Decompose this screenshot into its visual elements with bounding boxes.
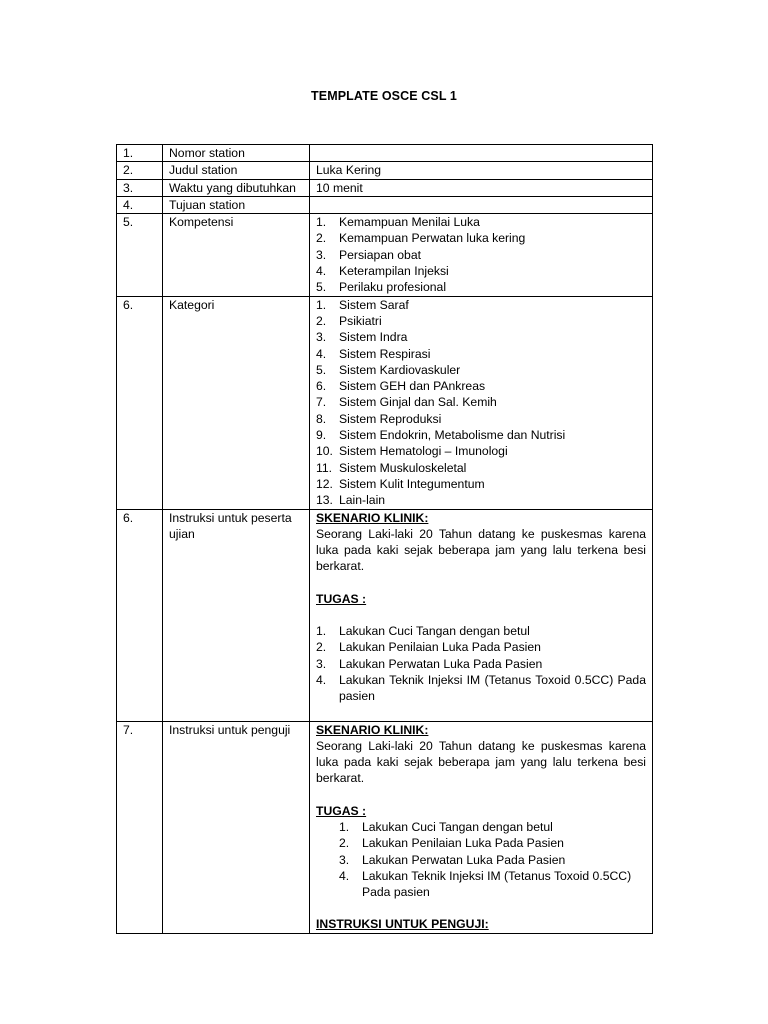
- list-item: [316, 672, 646, 705]
- list-item-number: 8.: [316, 411, 327, 426]
- list-item-text: Psikiatri: [339, 313, 382, 328]
- list-item: [316, 346, 646, 362]
- row-label: Judul station: [163, 162, 310, 179]
- list-item-number: 5.: [316, 362, 327, 377]
- row-number: 6.: [117, 509, 163, 721]
- category-list: [316, 297, 646, 509]
- list-item-number: 1.: [316, 624, 327, 639]
- list-item: [316, 329, 646, 345]
- row-label: Tujuan station: [163, 196, 310, 213]
- list-item: [316, 230, 646, 246]
- list-item: [316, 394, 646, 410]
- list-item-text: Sistem Endokrin, Metabolisme dan Nutrisi: [339, 428, 566, 443]
- list-item-number: 3.: [316, 656, 327, 671]
- tasks-heading: TUGAS :: [316, 591, 367, 606]
- list-item-text: Sistem Ginjal dan Sal. Kemih: [339, 395, 497, 410]
- list-item: [316, 247, 646, 263]
- row-label: Waktu yang dibutuhkan: [163, 179, 310, 196]
- list-item: [316, 411, 646, 427]
- list-item-text: Lakukan Penilaian Luka Pada Pasien: [362, 836, 564, 851]
- list-item: [316, 362, 646, 378]
- list-item-number: 4.: [316, 672, 327, 687]
- table-row: [117, 721, 653, 933]
- list-item-text: Sistem Kardiovaskuler: [339, 362, 461, 377]
- table-row: [117, 162, 653, 179]
- list-item: [339, 868, 646, 901]
- table-row: [117, 196, 653, 213]
- row-number: 3.: [117, 179, 163, 196]
- list-item-number: 1.: [316, 215, 327, 230]
- list-item-number: 4.: [316, 346, 327, 361]
- list-item: [316, 263, 646, 279]
- list-item-number: 10.: [316, 444, 333, 459]
- list-item-number: 1.: [316, 297, 327, 312]
- list-item-number: 2.: [316, 231, 327, 246]
- row-label: Kategori: [163, 296, 310, 509]
- list-item-number: 4.: [339, 868, 350, 883]
- table-row: [117, 214, 653, 296]
- list-item-number: 5.: [316, 280, 327, 295]
- list-item-text: Sistem Indra: [339, 330, 408, 345]
- list-item: [316, 492, 646, 508]
- list-item: [316, 476, 646, 492]
- list-item-text: Sistem Hematologi – Imunologi: [339, 444, 508, 459]
- row-value: [310, 296, 653, 509]
- list-item-text: Keterampilan Injeksi: [339, 264, 449, 279]
- scenario-heading: SKENARIO KLINIK:: [316, 722, 429, 737]
- list-item: [316, 443, 646, 459]
- list-item-number: 1.: [339, 819, 350, 834]
- list-item-text: Kemampuan Menilai Luka: [339, 215, 480, 230]
- row-number: 1.: [117, 145, 163, 162]
- list-item-number: 12.: [316, 476, 333, 491]
- list-item-text: Sistem GEH dan PAnkreas: [339, 379, 486, 394]
- table-row: [117, 296, 653, 509]
- list-item-text: Sistem Kulit Integumentum: [339, 476, 485, 491]
- list-item-number: 13.: [316, 493, 333, 508]
- list-item-number: 7.: [316, 395, 327, 410]
- row-number: 2.: [117, 162, 163, 179]
- row-number: 5.: [117, 214, 163, 296]
- list-item-text: Lakukan Teknik Injeksi IM (Tetanus Toxoid 0.5CC) Pada pasien: [339, 672, 646, 704]
- row-label: Instruksi untuk peserta ujian: [163, 509, 310, 721]
- row-number: 7.: [117, 721, 163, 933]
- list-item: [316, 313, 646, 329]
- list-item-text: Kemampuan Perwatan luka kering: [339, 231, 526, 246]
- list-item-text: Sistem Respirasi: [339, 346, 431, 361]
- list-item-text: Lakukan Cuci Tangan dengan betul: [362, 819, 553, 834]
- list-item: [316, 378, 646, 394]
- scenario-heading: SKENARIO KLINIK:: [316, 510, 429, 525]
- list-item-number: 3.: [316, 247, 327, 262]
- row-number: 6.: [117, 296, 163, 509]
- row-label: Instruksi untuk penguji: [163, 721, 310, 933]
- list-item-text: Persiapan obat: [339, 247, 421, 262]
- list-item: [316, 297, 646, 313]
- list-item-number: 11.: [316, 460, 333, 475]
- osce-table: [116, 144, 653, 934]
- tasks-heading: TUGAS :: [316, 803, 367, 818]
- row-value: [310, 509, 653, 721]
- row-value: [310, 145, 653, 162]
- list-item-number: 2.: [316, 640, 327, 655]
- row-value: [310, 721, 653, 933]
- table-row: [117, 509, 653, 721]
- list-item: [316, 214, 646, 230]
- row-label: Kompetensi: [163, 214, 310, 296]
- list-item-text: Lakukan Penilaian Luka Pada Pasien: [339, 640, 541, 655]
- list-item: [316, 460, 646, 476]
- list-item-text: Lakukan Perwatan Luka Pada Pasien: [362, 852, 566, 867]
- list-item-number: 4.: [316, 264, 327, 279]
- row-value: 10 menit: [310, 179, 653, 196]
- table-row: [117, 145, 653, 162]
- list-item-text: Sistem Muskuloskeletal: [339, 460, 467, 475]
- document-title: TEMPLATE OSCE CSL 1: [311, 89, 457, 103]
- row-label: Nomor station: [163, 145, 310, 162]
- list-item: [316, 427, 646, 443]
- list-item-text: Lain-lain: [339, 493, 386, 508]
- task-list: [316, 623, 646, 704]
- list-item: [316, 623, 646, 639]
- list-item-text: Lakukan Cuci Tangan dengan betul: [339, 624, 530, 639]
- list-item-number: 3.: [339, 852, 350, 867]
- list-item-text: Perilaku profesional: [339, 280, 447, 295]
- scenario-text: Seorang Laki-laki 20 Tahun datang ke puskesmas karena luka pada kaki sejak beberapa jam yang lalu terkena besi berkarat.: [316, 738, 646, 786]
- examiner-instructions-heading: INSTRUKSI UNTUK PENGUJI:: [316, 917, 489, 932]
- row-value: [310, 196, 653, 213]
- list-item-number: 6.: [316, 379, 327, 394]
- row-value: Luka Kering: [310, 162, 653, 179]
- list-item-number: 3.: [316, 330, 327, 345]
- table-row: [117, 179, 653, 196]
- list-item: [316, 279, 646, 295]
- list-item: [339, 852, 646, 868]
- list-item: [339, 819, 646, 835]
- competency-list: [316, 214, 646, 295]
- list-item-number: 2.: [339, 836, 350, 851]
- list-item: [339, 835, 646, 851]
- scenario-text: Seorang Laki-laki 20 Tahun datang ke puskesmas karena luka pada kaki sejak beberapa jam yang lalu terkena besi berkarat.: [316, 526, 646, 574]
- list-item: [316, 656, 646, 672]
- list-item-number: 9.: [316, 428, 327, 443]
- list-item-text: Sistem Reproduksi: [339, 411, 442, 426]
- list-item: [316, 639, 646, 655]
- list-item-text: Lakukan Perwatan Luka Pada Pasien: [339, 656, 543, 671]
- row-number: 4.: [117, 196, 163, 213]
- list-item-number: 2.: [316, 313, 327, 328]
- task-list: [316, 819, 646, 900]
- list-item-text: Lakukan Teknik Injeksi IM (Tetanus Toxoid 0.5CC) Pada pasien: [362, 868, 632, 900]
- list-item-text: Sistem Saraf: [339, 297, 409, 312]
- row-value: [310, 214, 653, 296]
